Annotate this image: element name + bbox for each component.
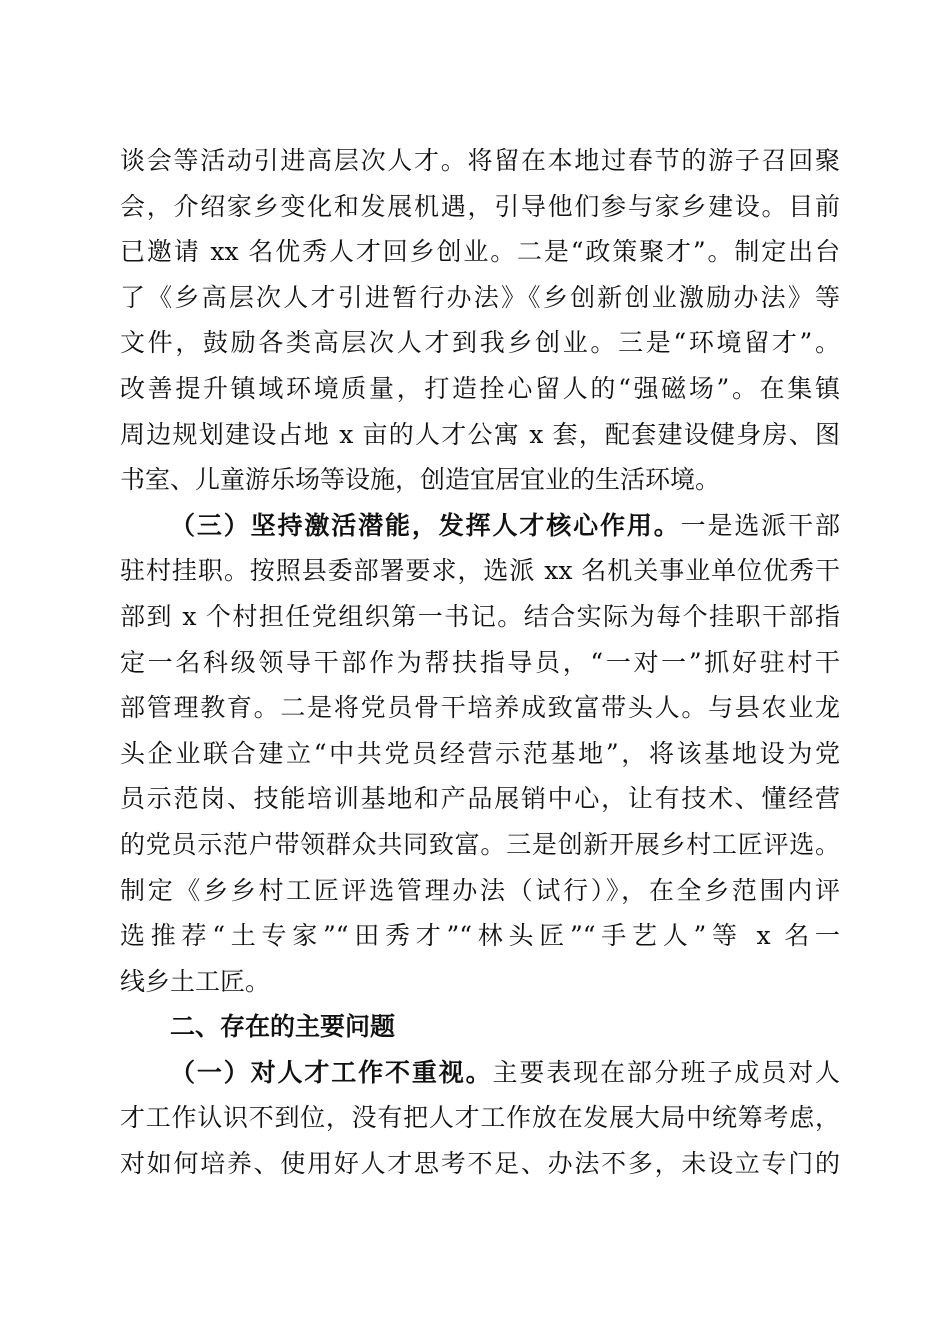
text-line: 部到 x 个村担任党组织第一书记。结合实际为每个挂职干部指 (120, 601, 840, 631)
text-line: 已邀请 xx 名优秀人才回乡创业。二是“政策聚才”。制定出台 (120, 237, 840, 267)
section-three-heading: （三）坚持激活潜能，发挥人才核心作用。 (170, 510, 681, 540)
text-line: 员示范岗、技能培训基地和产品展销中心，让有技术、懂经营 (120, 784, 840, 814)
text-line: 文件，鼓励各类高层次人才到我乡创业。三是“环境留才”。 (120, 328, 840, 358)
paragraph-section-one (120, 1050, 840, 1187)
text-line: 制定《乡乡村工匠评选管理办法（试行）》，在全乡范围内评 (120, 875, 840, 905)
text-line: 书室、儿童游乐场等设施，创造宜居宜业的生活环境。 (120, 465, 721, 495)
text-line: 选推荐“土专家”“田秀才”“林头匠”“手艺人”等 x 名一 (120, 921, 840, 951)
document-body (120, 138, 840, 1187)
section-three-lead: 一是选派干部 (680, 510, 840, 540)
paragraph-talent-attraction (120, 138, 840, 503)
section-three-first-line (120, 503, 840, 549)
text-line: 的党员示范户带领群众共同致富。三是创新开展乡村工匠评选。 (120, 829, 840, 859)
text-line: 头企业联合建立“中共党员经营示范基地”，将该基地设为党 (120, 738, 840, 768)
text-line: 谈会等活动引进高层次人才。将留在本地过春节的游子召回聚 (120, 146, 840, 175)
text-line: 改善提升镇域环境质量，打造拴心留人的“强磁场”。在集镇 (120, 373, 840, 403)
paragraph-section-three (120, 503, 840, 1005)
part-two-heading: 二、存在的主要问题 (170, 1012, 396, 1042)
text-line: 定一名科级领导干部作为帮扶指导员，“一对一”抓好驻村干 (120, 647, 840, 677)
text-line: 驻村挂职。按照县委部署要求，选派 xx 名机关事业单位优秀干 (120, 556, 840, 586)
text-line: 部管理教育。二是将党员骨干培养成致富带头人。与县农业龙 (120, 693, 840, 723)
section-one-lead: 主要表现在部分班子成员对人 (492, 1057, 840, 1087)
text-line: 会，介绍家乡变化和发展机遇，引导他们参与家乡建设。目前 (120, 191, 840, 221)
text-line: 线乡土工匠。 (120, 966, 271, 996)
text-line: 对如何培养、使用好人才思考不足、办法不多，未设立专门的 (120, 1149, 840, 1179)
text-line: 了《乡高层次人才引进暂行办法》《乡创新创业激励办法》等 (120, 282, 840, 312)
text-line: 才工作认识不到位，没有把人才工作放在发展大局中统筹考虑， (120, 1103, 840, 1133)
text-line: 周边规划建设占地 x 亩的人才公寓 x 套，配套建设健身房、图 (120, 419, 840, 449)
section-one-heading: （一）对人才工作不重视。 (170, 1057, 493, 1087)
section-one-first-line (120, 1050, 840, 1096)
